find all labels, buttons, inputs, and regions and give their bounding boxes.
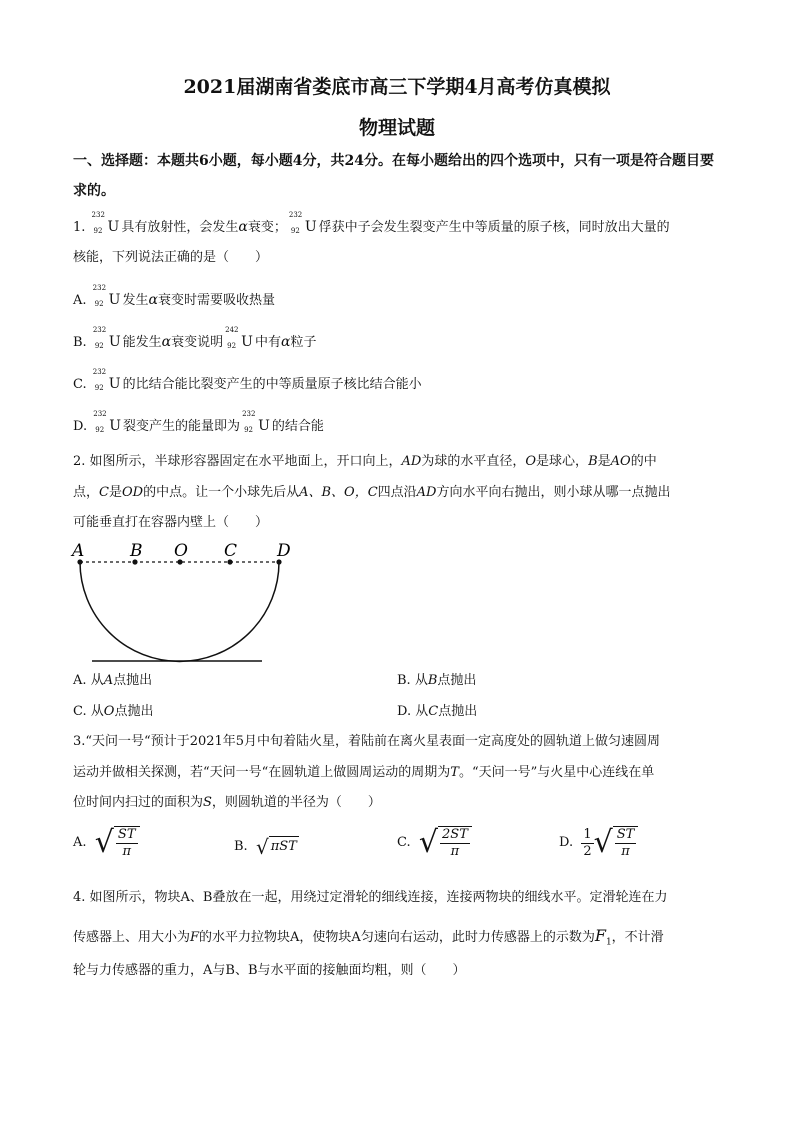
q1-line-2: 核能，下列说法正确的是（ ） bbox=[73, 250, 269, 265]
nuclide: 232 92 U bbox=[288, 211, 317, 235]
q3-line-2: 运动并做相关探测，若“天问一号“在圆轨道上做圆周运动的周期为T。“天问一号”与火星中心连线在单 bbox=[73, 765, 655, 780]
label-c: C bbox=[224, 541, 238, 561]
q3-option-c: C. √ $\frac{2ST}{\pi}$ bbox=[397, 826, 472, 860]
label-o: O bbox=[174, 541, 188, 561]
q2-line-2: 点，C是OD的中点。让一个小球先后从A、B、O，C四点沿AD方向水平向右抛出，则小球从哪一点抛出 bbox=[73, 485, 671, 500]
q4-line-3: 轮与力传感器的重力，A与B、B与水平面的接触面均粗，则（ ） bbox=[73, 963, 466, 978]
label-d: D bbox=[277, 541, 291, 561]
q3-option-b: B. √ πST bbox=[234, 834, 297, 859]
q1-line-1: 1. 232 92 U 具有放射性，会发生α衰变； 232 92 U 俘获中子会发生裂变产生中等质量的原子核，同时放出大量的 bbox=[73, 217, 670, 238]
q2-option-c: C. 从O点抛出 bbox=[73, 704, 154, 719]
q3-option-a: A. √ $\frac{ST}{\pi}$ bbox=[73, 826, 140, 860]
q2-line-3: 可能垂直打在容器内壁上（ ） bbox=[73, 515, 269, 530]
q4-line-1: 4. 如图所示，物块A、B叠放在一起，用绕过定滑轮的细线连接，连接两物块的细线水平。定滑轮连在力 bbox=[73, 890, 668, 905]
q2-line-1: 2. 如图所示，半球形容器固定在水平地面上，开口向上，AD为球的水平直径，O是球心，B是AO的中 bbox=[73, 454, 657, 469]
label-b: B bbox=[130, 541, 143, 561]
hemisphere-arc bbox=[80, 562, 279, 661]
title-line-1: 2021届湖南省娄底市高三下学期4月高考仿真模拟 bbox=[183, 76, 611, 98]
q3-option-d: D. $\frac{1}{2}$ √ $\frac{ST}{\pi}$ bbox=[559, 826, 638, 860]
q1-option-c: C. 232 92 U 的比结合能比裂变产生的中等质量原子核比结合能小 bbox=[73, 368, 422, 392]
q2-option-d: D. 从C点抛出 bbox=[397, 704, 478, 719]
q2-option-a: A. 从A点抛出 bbox=[73, 673, 153, 688]
hemisphere-figure bbox=[66, 536, 306, 666]
q4-line-2: 传感器上、用大小为F的水平力拉物块A，使物块A匀速向右运动，此时力传感器上的示数为$F_1$，不计滑 bbox=[73, 926, 664, 948]
nuclide: 232 92 U bbox=[91, 211, 120, 235]
label-a: A bbox=[72, 541, 85, 561]
section-heading: 一、选择题：本题共6小题，每小题4分，共24分。在每小题给出的四个选项中，只有一项是符合题目要求的。 bbox=[73, 153, 714, 199]
title-line-2: 物理试题 bbox=[358, 117, 435, 139]
q1-option-d: D. 232 92 U 裂变产生的能量即为 232 92 U 的结合能 bbox=[73, 410, 324, 434]
q1-option-a: A. 232 92 U 发生α衰变时需要吸收热量 bbox=[73, 284, 275, 308]
q1-option-b: B. 232 92 U 能发生α衰变说明 242 92 U 中有α粒子 bbox=[73, 326, 317, 350]
q3-line-3: 位时间内扫过的面积为S，则圆轨道的半径为（ ） bbox=[73, 795, 381, 810]
q3-line-1: 3.“天问一号“预计于2021年5月中旬着陆火星，着陆前在离火星表面一定高度处的圆轨道上做匀速圆周 bbox=[73, 734, 661, 749]
q2-option-b: B. 从B点抛出 bbox=[397, 673, 477, 688]
